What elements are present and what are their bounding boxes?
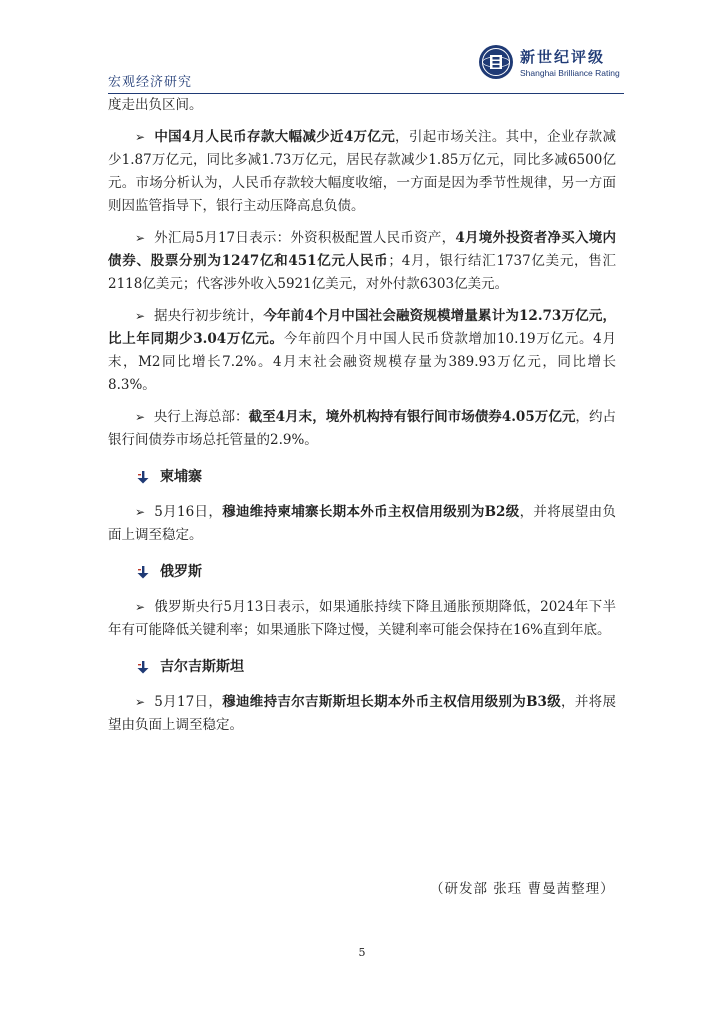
down-arrow-icon: [136, 565, 150, 579]
paragraph-foreign-bond-holdings: [108, 406, 616, 452]
brand-logo: [478, 44, 624, 84]
paragraph-social-financing: [108, 305, 616, 397]
compiler-signature: （研发部 张珏 曹曼茜整理）: [430, 881, 615, 897]
logo-seal-icon: [478, 44, 514, 80]
paragraph-forex-bureau: [108, 227, 616, 296]
down-arrow-icon: [136, 470, 150, 484]
body-text: 5月16日，: [154, 504, 223, 520]
arrow-bullet-icon: ➢: [135, 231, 146, 245]
highlight-text: 今年前4个月中国社会融资规模增量累计为12.73万亿元，比上年同期少3.04万亿元。: [108, 308, 616, 347]
section-heading-kyrgyzstan: [108, 656, 616, 679]
body-text: 央行上海总部：: [153, 409, 249, 425]
body-text: 今年前四个月中国人民币贷款增加10.19万亿元。4月末，M2同比增长7.2%。4月末社会融资规模存量为389.93万亿元，同比增长8.3%。: [108, 331, 616, 393]
body-text: 5月17日，: [154, 694, 223, 710]
body-text: ，约占银行间债券市场总托管量的2.9%。: [108, 409, 617, 448]
paragraph-cambodia-rating: [108, 501, 616, 547]
page-header: [108, 42, 624, 94]
arrow-bullet-icon: ➢: [135, 410, 146, 424]
highlight-text: 穆迪维持柬埔寨长期本外币主权信用级别为B2级: [222, 504, 520, 520]
section-title: 柬埔寨: [160, 469, 202, 485]
highlight-text: 穆迪维持吉尔吉斯斯坦长期本外币主权信用级别为B3级: [222, 694, 562, 710]
arrow-bullet-icon: ➢: [135, 695, 146, 709]
body-text: ；4月，银行结汇1737亿美元，售汇2118亿美元；代客涉外收入5921亿美元，对外付款6303亿美元。: [108, 253, 616, 292]
section-title: 吉尔吉斯斯坦: [160, 659, 244, 675]
down-arrow-icon: [136, 660, 150, 674]
arrow-bullet-icon: ➢: [135, 600, 146, 614]
section-heading-russia: [108, 561, 616, 584]
page-number: 5: [358, 946, 366, 959]
body-text: ，并将展望由负面上调至稳定。: [108, 504, 616, 543]
body-text: ，引起市场关注。其中，企业存款减少1.87万亿元，同比多减1.73万亿元，居民存款减少1.85万亿元，同比多减6500亿元。市场分析认为，人民币存款较大幅度收缩，一方面是因为季节性规律，另一方面则因监管指导下，银行主动压降高息负债。: [108, 129, 616, 214]
body-text: ，并将展望由负面上调至稳定。: [108, 694, 616, 733]
arrow-bullet-icon: ➢: [135, 505, 146, 519]
section-title: 俄罗斯: [160, 564, 202, 580]
section-heading-cambodia: [108, 466, 616, 489]
paragraph-continued: 度走出负区间。: [108, 97, 203, 113]
body-text: 俄罗斯央行5月13日表示，如果通胀持续下降且通胀预期降低，2024年下半年有可能降低关键利率；如果通胀下降过慢，关键利率可能会保持在16%直到年底。: [108, 599, 616, 638]
highlight-text: 4月境外投资者净买入境内债券、股票分别为1247亿和451亿元人民币: [108, 230, 616, 269]
header-title: 宏观经济研究: [108, 75, 193, 90]
highlight-text: 中国4月人民币存款大幅减少近4万亿元: [154, 129, 396, 145]
arrow-bullet-icon: ➢: [135, 309, 146, 323]
logo-chinese-name: 新世纪评级: [520, 48, 606, 66]
body-text: 外汇局5月17日表示：外资积极配置人民币资产，: [154, 230, 456, 246]
document-body: [108, 94, 616, 737]
paragraph-rmb-deposits: [108, 126, 616, 218]
highlight-text: 截至4月末，境外机构持有银行间市场债券4.05万亿元: [248, 409, 576, 425]
paragraph-kyrgyzstan-rating: [108, 691, 616, 737]
arrow-bullet-icon: ➢: [135, 130, 146, 144]
logo-english-name: Shanghai Brilliance Rating: [520, 68, 620, 78]
body-text: 据央行初步统计，: [154, 308, 264, 324]
paragraph-russia-rates: [108, 596, 616, 642]
